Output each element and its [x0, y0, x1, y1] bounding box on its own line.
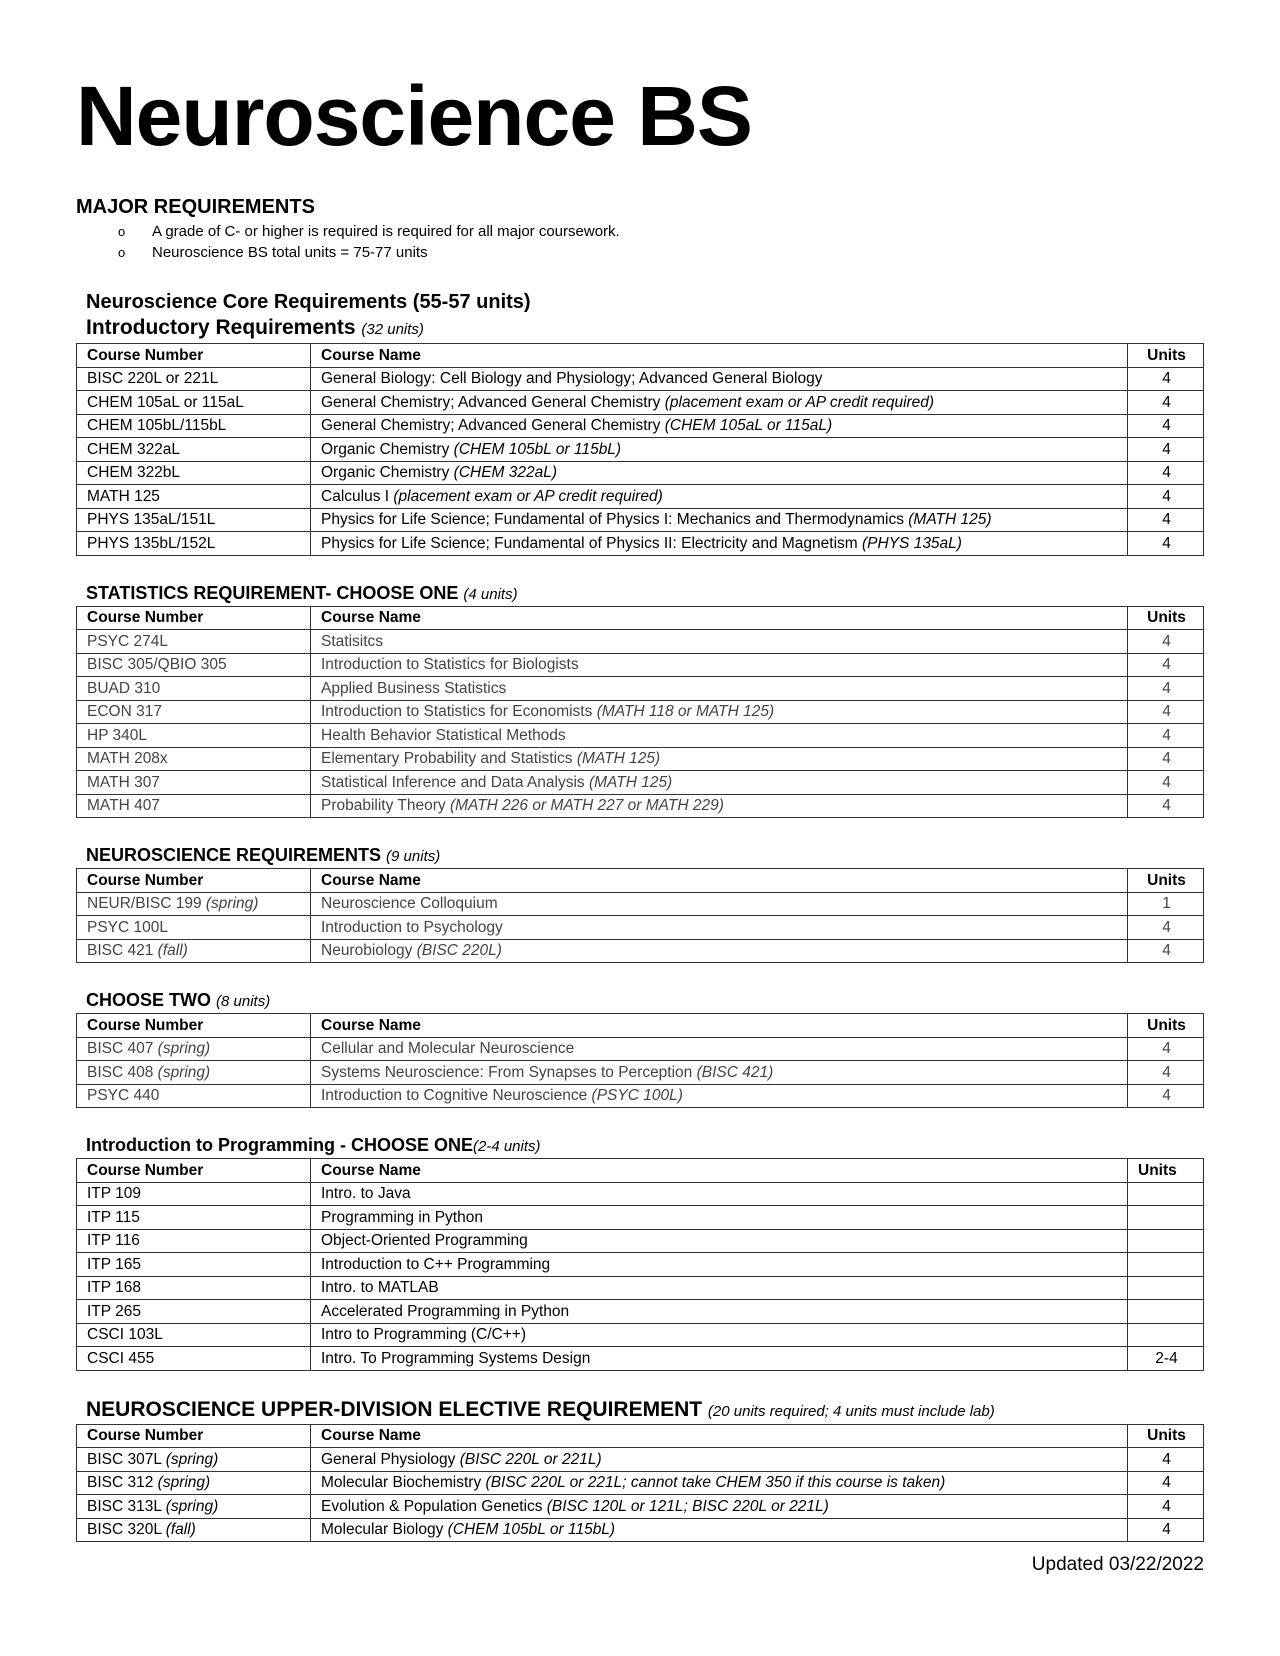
course-prerequisite: (placement exam or AP credit required)	[664, 393, 935, 411]
course-table-introductory	[76, 343, 1204, 556]
section-title-text: NEUROSCIENCE REQUIREMENTS	[86, 845, 382, 866]
course-number: ITP 168	[87, 1279, 142, 1297]
course-number: MATH 307	[87, 773, 160, 791]
course-units: 4	[1128, 677, 1204, 701]
course-prerequisite: (BISC 220L or 221L)	[459, 1450, 602, 1468]
section-title-text: CHOOSE TWO	[86, 990, 211, 1011]
course-name: Physics for Life Science; Fundamental of Physics II: Electricity and Magnetism	[321, 534, 858, 552]
course-number-cell	[77, 1495, 311, 1519]
course-name: Organic Chemistry	[321, 464, 450, 482]
table-row	[77, 1037, 1204, 1061]
column-header-number: Course Number	[77, 1424, 311, 1448]
course-name: Neurobiology	[321, 942, 413, 960]
course-number: BISC 220L or 221L	[87, 370, 219, 388]
course-prerequisite: (PHYS 135aL)	[862, 534, 962, 552]
course-name: Introduction to Statistics for Biologists	[321, 656, 579, 674]
course-prerequisite: (BISC 220L or 221L; cannot take CHEM 350 if this course is taken)	[485, 1474, 946, 1492]
course-number: NEUR/BISC 199	[87, 895, 202, 913]
section-title-text: Introduction to Programming - CHOOSE ONE	[86, 1135, 473, 1156]
table-row	[77, 794, 1204, 818]
course-name: General Biology: Cell Biology and Physiology; Advanced General Biology	[321, 370, 823, 388]
course-number-cell	[77, 724, 311, 748]
course-number-cell	[77, 485, 311, 509]
column-header-number: Course Number	[77, 344, 311, 368]
note-total-units: o Neuroscience BS total units = 75-77 units	[118, 242, 1204, 263]
course-number-cell	[77, 771, 311, 795]
course-units: 4	[1128, 1518, 1204, 1542]
course-units: 4	[1128, 1061, 1204, 1085]
course-term: (spring)	[165, 1450, 219, 1468]
table-row	[77, 461, 1204, 485]
course-number: PSYC 440	[87, 1087, 160, 1105]
column-header-name: Course Name	[311, 1014, 1128, 1038]
table-row	[77, 1084, 1204, 1108]
course-prerequisite: (PSYC 100L)	[591, 1087, 683, 1105]
course-units: 4	[1128, 724, 1204, 748]
course-units: 4	[1128, 532, 1204, 556]
course-number: BISC 307L	[87, 1450, 162, 1468]
section-title	[86, 315, 1204, 343]
course-number: ITP 116	[87, 1232, 140, 1250]
table-row	[77, 653, 1204, 677]
course-name-cell	[311, 367, 1128, 391]
course-name-cell	[311, 794, 1128, 818]
course-units: 4	[1128, 1084, 1204, 1108]
course-number-cell	[77, 653, 311, 677]
course-number: PHYS 135bL/152L	[87, 534, 216, 552]
course-units: 4	[1128, 630, 1204, 654]
course-number: BUAD 310	[87, 679, 161, 697]
section-units-note: (2-4 units)	[473, 1138, 541, 1156]
course-number-cell	[77, 438, 311, 462]
course-prerequisite: (placement exam or AP credit required)	[393, 487, 663, 505]
table-row	[77, 508, 1204, 532]
table-row	[77, 677, 1204, 701]
course-units: 4	[1128, 367, 1204, 391]
course-name: Calculus I	[321, 487, 390, 505]
course-number-cell	[77, 1253, 311, 1277]
course-number-cell	[77, 794, 311, 818]
course-units	[1128, 1229, 1204, 1253]
section-title-text: NEUROSCIENCE UPPER-DIVISION ELECTIVE REQUIREMENT	[86, 1397, 703, 1421]
course-number: ITP 115	[87, 1208, 140, 1226]
course-units: 1	[1128, 892, 1204, 916]
section-units-note: (9 units)	[386, 848, 441, 866]
course-name: Introduction to Statistics for Economists	[321, 703, 593, 721]
table-header-row	[77, 344, 1204, 368]
section-title-text: Introductory Requirements	[86, 316, 356, 340]
course-name: Statisitcs	[321, 632, 384, 650]
course-name-cell	[311, 1347, 1128, 1371]
course-prerequisite: (MATH 125)	[576, 750, 661, 768]
course-number: ITP 165	[87, 1255, 142, 1273]
table-row	[77, 1182, 1204, 1206]
column-header-name: Course Name	[311, 344, 1128, 368]
course-name: Evolution & Population Genetics	[321, 1497, 543, 1515]
course-term: (fall)	[165, 1521, 196, 1539]
course-prerequisite: (MATH 125)	[588, 773, 673, 791]
course-number-cell	[77, 1206, 311, 1230]
course-name-cell	[311, 485, 1128, 509]
column-header-units: Units	[1128, 1424, 1204, 1448]
course-units	[1128, 1182, 1204, 1206]
table-row	[77, 939, 1204, 963]
course-term: (spring)	[165, 1497, 219, 1515]
course-number: PSYC 100L	[87, 918, 168, 936]
course-number-cell	[77, 1347, 311, 1371]
course-number: CHEM 105aL or 115aL	[87, 393, 244, 411]
course-name-cell	[311, 1061, 1128, 1085]
course-name: Introduction to Psychology	[321, 918, 503, 936]
course-units: 4	[1128, 1495, 1204, 1519]
course-name: Intro. to Java	[321, 1185, 411, 1203]
course-prerequisite: (BISC 220L)	[416, 942, 502, 960]
course-number: MATH 125	[87, 487, 160, 505]
course-name: Statistical Inference and Data Analysis	[321, 773, 585, 791]
course-number: BISC 421	[87, 942, 154, 960]
course-units: 2-4	[1128, 1347, 1204, 1371]
course-name-cell	[311, 724, 1128, 748]
section-units-note: (8 units)	[216, 993, 271, 1011]
course-number-cell	[77, 747, 311, 771]
course-name: Introduction to Cognitive Neuroscience	[321, 1087, 588, 1105]
course-prerequisite: (MATH 125)	[908, 511, 992, 529]
table-row	[77, 1276, 1204, 1300]
course-name: General Chemistry; Advanced General Chemistry	[321, 393, 661, 411]
course-name: Accelerated Programming in Python	[321, 1302, 570, 1320]
section-title	[86, 844, 1204, 868]
course-number-cell	[77, 414, 311, 438]
column-header-number: Course Number	[77, 869, 311, 893]
course-name: Applied Business Statistics	[321, 679, 507, 697]
course-name-cell	[311, 630, 1128, 654]
table-header-row	[77, 869, 1204, 893]
course-name: Molecular Biochemistry	[321, 1474, 482, 1492]
course-number-cell	[77, 391, 311, 415]
course-number: BISC 407	[87, 1040, 154, 1058]
course-prerequisite: (CHEM 105bL or 115bL)	[453, 440, 622, 458]
course-number: ITP 109	[87, 1185, 142, 1203]
course-number-cell	[77, 939, 311, 963]
course-units: 4	[1128, 771, 1204, 795]
course-table-statistics	[76, 606, 1204, 819]
course-units: 4	[1128, 414, 1204, 438]
course-name-cell	[311, 1300, 1128, 1324]
table-row	[77, 1518, 1204, 1542]
course-prerequisite: (MATH 226 or MATH 227 or MATH 229)	[449, 797, 724, 815]
course-number: BISC 320L	[87, 1521, 162, 1539]
table-row	[77, 1061, 1204, 1085]
table-header-row	[77, 606, 1204, 630]
table-header-row	[77, 1424, 1204, 1448]
course-units: 4	[1128, 653, 1204, 677]
course-name-cell	[311, 1323, 1128, 1347]
course-name-cell	[311, 1037, 1128, 1061]
table-row	[77, 916, 1204, 940]
course-number-cell	[77, 1084, 311, 1108]
course-prerequisite: (CHEM 105aL or 115aL)	[664, 417, 833, 435]
course-number-cell	[77, 1300, 311, 1324]
course-name-cell	[311, 1182, 1128, 1206]
course-number: MATH 208x	[87, 750, 168, 768]
course-name: Programming in Python	[321, 1208, 483, 1226]
course-name-cell	[311, 892, 1128, 916]
course-units	[1128, 1276, 1204, 1300]
table-row	[77, 771, 1204, 795]
table-row	[77, 485, 1204, 509]
table-header-row	[77, 1159, 1204, 1183]
course-number: ECON 317	[87, 703, 162, 721]
course-number: PHYS 135aL/151L	[87, 511, 216, 529]
column-header-number: Course Number	[77, 1159, 311, 1183]
section-units-note: (32 units)	[361, 321, 424, 339]
course-units: 4	[1128, 1448, 1204, 1472]
course-name-cell	[311, 1495, 1128, 1519]
course-name: General Chemistry; Advanced General Chemistry	[321, 417, 661, 435]
course-number-cell	[77, 892, 311, 916]
course-name: Organic Chemistry	[321, 440, 450, 458]
course-name-cell	[311, 508, 1128, 532]
course-units: 4	[1128, 438, 1204, 462]
course-name: Intro. to MATLAB	[321, 1279, 439, 1297]
course-prerequisite: (CHEM 105bL or 115bL)	[447, 1521, 616, 1539]
course-name-cell	[311, 1084, 1128, 1108]
table-row	[77, 414, 1204, 438]
course-number: MATH 407	[87, 797, 160, 815]
course-name: General Physiology	[321, 1450, 456, 1468]
course-name: Intro. To Programming Systems Design	[321, 1349, 591, 1367]
column-header-name: Course Name	[311, 1159, 1128, 1183]
major-requirements-heading: MAJOR REQUIREMENTS	[76, 196, 315, 219]
course-name: Intro to Programming (C/C++)	[321, 1326, 527, 1344]
course-term: (spring)	[205, 895, 259, 913]
course-name-cell	[311, 916, 1128, 940]
course-name-cell	[311, 1253, 1128, 1277]
course-name-cell	[311, 1276, 1128, 1300]
table-row	[77, 1229, 1204, 1253]
course-units: 4	[1128, 485, 1204, 509]
course-name-cell	[311, 939, 1128, 963]
course-units: 4	[1128, 939, 1204, 963]
course-prerequisite: (CHEM 322aL)	[453, 464, 558, 482]
table-row	[77, 1300, 1204, 1324]
column-header-number: Course Number	[77, 1014, 311, 1038]
course-name-cell	[311, 1448, 1128, 1472]
course-name: Cellular and Molecular Neuroscience	[321, 1040, 575, 1058]
course-name-cell	[311, 771, 1128, 795]
course-name-cell	[311, 461, 1128, 485]
course-number-cell	[77, 1448, 311, 1472]
table-row	[77, 1253, 1204, 1277]
course-name-cell	[311, 747, 1128, 771]
course-number: CSCI 103L	[87, 1326, 163, 1344]
table-header-row	[77, 1014, 1204, 1038]
course-number-cell	[77, 700, 311, 724]
course-number-cell	[77, 630, 311, 654]
course-prerequisite: (MATH 118 or MATH 125)	[596, 703, 775, 721]
course-table-choose-two	[76, 1013, 1204, 1108]
column-header-units: Units	[1128, 869, 1204, 893]
course-number-cell	[77, 461, 311, 485]
course-number-cell	[77, 367, 311, 391]
course-number-cell	[77, 532, 311, 556]
course-number: PSYC 274L	[87, 632, 168, 650]
course-number-cell	[77, 1276, 311, 1300]
course-name-cell	[311, 1471, 1128, 1495]
course-name: Health Behavior Statistical Methods	[321, 726, 566, 744]
course-number: CHEM 322bL	[87, 464, 181, 482]
section-title	[86, 582, 1204, 606]
course-name-cell	[311, 653, 1128, 677]
column-header-name: Course Name	[311, 1424, 1128, 1448]
course-number: BISC 312	[87, 1474, 154, 1492]
course-term: (spring)	[157, 1474, 211, 1492]
course-number: CHEM 322aL	[87, 440, 181, 458]
course-prerequisite: (BISC 120L or 121L; BISC 220L or 221L)	[546, 1497, 829, 1515]
column-header-number: Course Number	[77, 606, 311, 630]
course-name: Systems Neuroscience: From Synapses to Perception	[321, 1063, 693, 1081]
course-units: 4	[1128, 391, 1204, 415]
section-title-text: STATISTICS REQUIREMENT- CHOOSE ONE	[86, 582, 459, 603]
column-header-name: Course Name	[311, 606, 1128, 630]
course-number: BISC 305/QBIO 305	[87, 656, 227, 674]
course-number: CSCI 455	[87, 1349, 155, 1367]
course-units	[1128, 1300, 1204, 1324]
core-requirements-heading: Neuroscience Core Requirements (55-57 units)	[86, 291, 531, 314]
course-name-cell	[311, 438, 1128, 462]
course-table-upper-division	[76, 1424, 1204, 1543]
course-term: (spring)	[157, 1040, 211, 1058]
course-name: Physics for Life Science; Fundamental of Physics I: Mechanics and Thermodynamics	[321, 511, 904, 529]
course-units: 4	[1128, 916, 1204, 940]
course-number: CHEM 105bL/115bL	[87, 417, 227, 435]
course-units	[1128, 1206, 1204, 1230]
section-title	[86, 1397, 1204, 1424]
course-prerequisite: (BISC 421)	[696, 1063, 774, 1081]
section-units-note: (4 units)	[463, 585, 518, 603]
note-grade: o A grade of C- or higher is required is required for all major coursework.	[118, 221, 1204, 242]
course-name-cell	[311, 1518, 1128, 1542]
table-row	[77, 1206, 1204, 1230]
course-units: 4	[1128, 461, 1204, 485]
table-row	[77, 892, 1204, 916]
course-table-programming	[76, 1158, 1204, 1371]
column-header-name: Course Name	[311, 869, 1128, 893]
section-title	[86, 989, 1204, 1013]
table-row	[77, 1448, 1204, 1472]
section-units-note: (20 units required; 4 units must include lab)	[707, 1402, 995, 1420]
table-row	[77, 1347, 1204, 1371]
course-name: Neuroscience Colloquium	[321, 895, 498, 913]
course-number-cell	[77, 508, 311, 532]
course-name-cell	[311, 1206, 1128, 1230]
course-name-cell	[311, 532, 1128, 556]
table-row	[77, 700, 1204, 724]
course-name: Elementary Probability and Statistics	[321, 750, 573, 768]
updated-date: Updated 03/22/2022	[1031, 1554, 1204, 1575]
course-name: Introduction to C++ Programming	[321, 1255, 551, 1273]
course-name-cell	[311, 677, 1128, 701]
course-number-cell	[77, 1471, 311, 1495]
course-number-cell	[77, 677, 311, 701]
course-units: 4	[1128, 508, 1204, 532]
table-row	[77, 532, 1204, 556]
table-row	[77, 724, 1204, 748]
course-units: 4	[1128, 1471, 1204, 1495]
column-header-units: Units	[1128, 344, 1204, 368]
course-number-cell	[77, 1182, 311, 1206]
course-number-cell	[77, 1037, 311, 1061]
course-name: Molecular Biology	[321, 1521, 444, 1539]
course-number: BISC 313L	[87, 1497, 162, 1515]
requirement-notes	[76, 221, 1204, 263]
course-name-cell	[311, 700, 1128, 724]
course-name-cell	[311, 414, 1128, 438]
course-number: HP 340L	[87, 726, 148, 744]
course-term: (fall)	[157, 942, 188, 960]
column-header-units: Units	[1128, 606, 1204, 630]
course-units: 4	[1128, 1037, 1204, 1061]
course-units: 4	[1128, 794, 1204, 818]
course-name-cell	[311, 1229, 1128, 1253]
table-row	[77, 438, 1204, 462]
page-title: Neuroscience BS	[76, 69, 752, 163]
course-units	[1128, 1253, 1204, 1277]
course-units: 4	[1128, 700, 1204, 724]
table-row	[77, 747, 1204, 771]
course-number: ITP 265	[87, 1302, 142, 1320]
table-row	[77, 1495, 1204, 1519]
course-number-cell	[77, 1229, 311, 1253]
document-page	[76, 70, 1204, 1542]
course-term: (spring)	[157, 1063, 211, 1081]
course-name: Object-Oriented Programming	[321, 1232, 528, 1250]
table-row	[77, 630, 1204, 654]
course-name: Probability Theory	[321, 797, 446, 815]
section-title	[86, 1134, 1204, 1158]
course-number-cell	[77, 916, 311, 940]
course-number-cell	[77, 1323, 311, 1347]
course-table-neuroscience	[76, 868, 1204, 963]
column-header-units: Units	[1128, 1159, 1204, 1183]
course-number: BISC 408	[87, 1063, 154, 1081]
table-row	[77, 367, 1204, 391]
course-name-cell	[311, 391, 1128, 415]
table-row	[77, 1323, 1204, 1347]
table-row	[77, 391, 1204, 415]
course-number-cell	[77, 1061, 311, 1085]
course-units: 4	[1128, 747, 1204, 771]
course-units	[1128, 1323, 1204, 1347]
course-number-cell	[77, 1518, 311, 1542]
table-row	[77, 1471, 1204, 1495]
column-header-units: Units	[1128, 1014, 1204, 1038]
